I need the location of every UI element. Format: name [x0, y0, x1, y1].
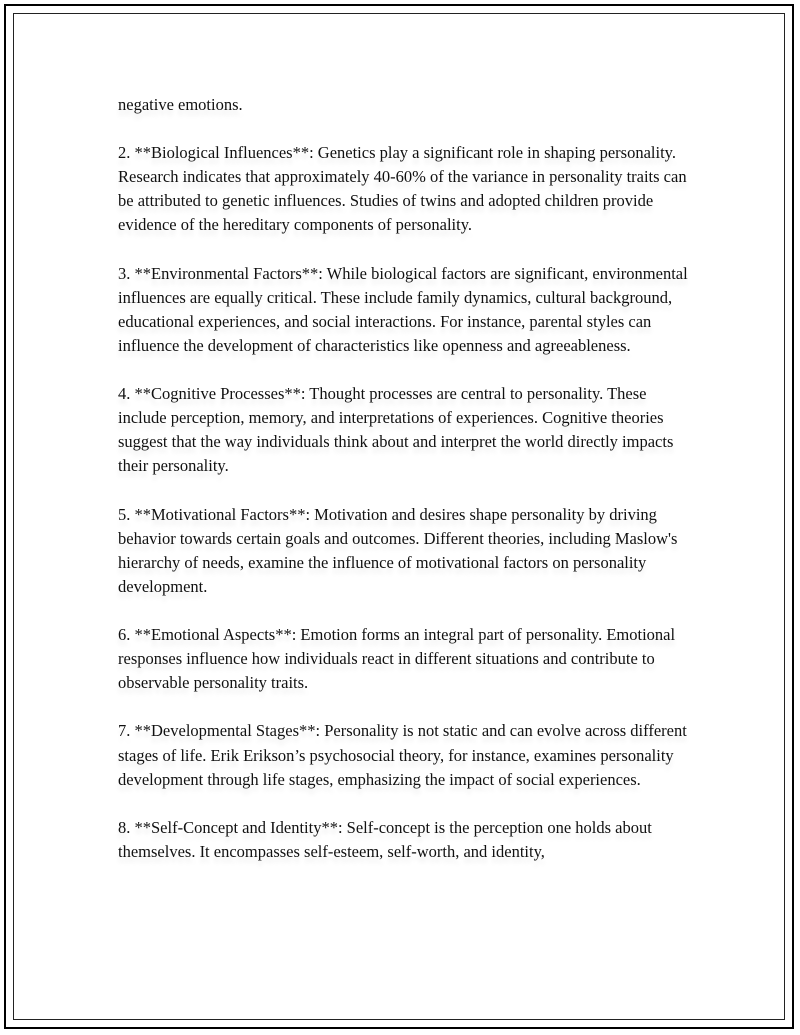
document-body	[118, 93, 690, 888]
paragraph-motivational-factors: 5. **Motivational Factors**: Motivation and desires shape personality by driving behavior towards certain goals and outcomes. Different theories, including Maslow's hierarchy of needs, examine the influence of motivational factors on personality development.	[118, 504, 678, 596]
paragraph-biological-influences: 2. **Biological Influences**: Genetics play a significant role in shaping personality. Research indicates that approximately 40-60% of the variance in personality traits can be attributed to genetic influences. Studies of twins and adopted children provide evidence of the hereditary components of personality.	[118, 143, 687, 235]
paragraph-continuation: negative emotions.	[118, 95, 243, 114]
paragraph-emotional-aspects: 6. **Emotional Aspects**: Emotion forms an integral part of personality. Emotional responses influence how individuals react in different situations and contribute to observable personality traits.	[118, 625, 676, 693]
paragraph-self-concept-identity: 8. **Self-Concept and Identity**: Self-concept is the perception one holds about themselves. It encompasses self-esteem, self-worth, and identity,	[118, 817, 652, 861]
paragraph-cognitive-processes: 4. **Cognitive Processes**: Thought processes are central to personality. These include perception, memory, and interpretations of experiences. Cognitive theories suggest that the way individuals think about and interpret the world directly impacts their personality.	[118, 384, 674, 476]
paragraph-developmental-stages: 7. **Developmental Stages**: Personality is not static and can evolve across different stages of life. Erik Erikson’s psychosocial theory, for instance, examines personality development through life stages, emphasizing the impact of social experiences.	[118, 721, 687, 789]
paragraph-environmental-factors: 3. **Environmental Factors**: While biological factors are significant, environmental influences are equally critical. These include family dynamics, cultural background, educational experiences, and social interactions. For instance, parental styles can influence the development of characteristics like openness and agreeableness.	[118, 263, 688, 355]
